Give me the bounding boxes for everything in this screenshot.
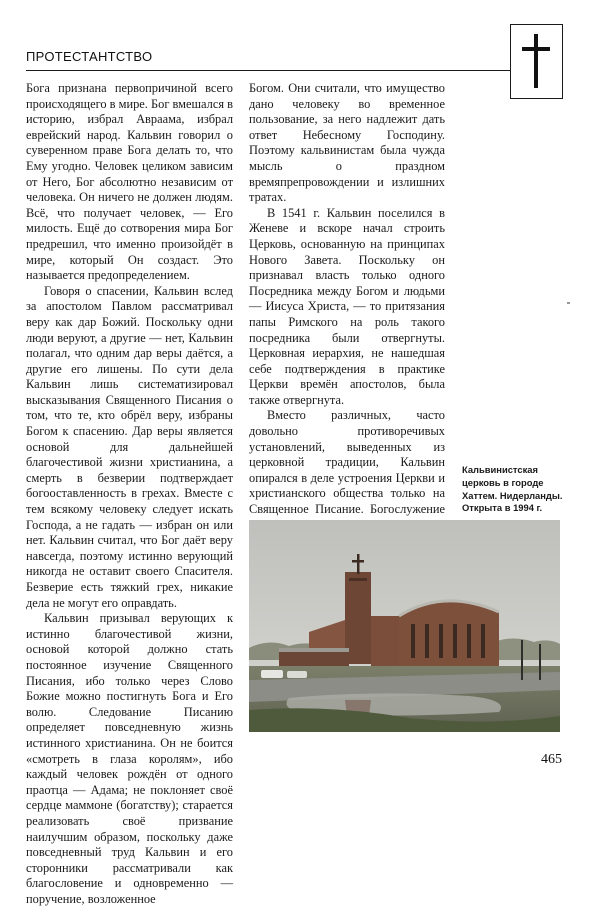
- text-column-left: [26, 81, 233, 907]
- church-photo: [249, 520, 560, 732]
- margin-mark: [567, 302, 570, 304]
- running-header-title: ПРОТЕСТАНТСТВО: [26, 49, 153, 64]
- cross-horizontal-bar: [522, 47, 550, 51]
- paragraph: Кальвин призывал верующих к истинно благочестивой жизни, основой которой должно стать постоянное изучение Священного Писания, ибо только через Слово Божие можно постигнуть Бога и Его волю. Следование Писанию определяет повседневную жизнь истинного христианина. Он не боится «смотреть в глаза королям», ибо каждый человек рождён от одного праотца — Адама; не поклоняет своё сердце маммоне (богатству); старается реализовать своё призвание наилучшим образом, поскольку даже повседневный труд Кальвин и его сторонники рассматривали как благословение и одновременно — поручение, возложенное: [26, 611, 233, 906]
- header-rule: [26, 70, 510, 71]
- paragraph: Бога признана первопричиной всего происходящего в мире. Бог вмешался в историю, избрал Авраама, избрал еврейский народ. Кальвин говорил о суверенном праве Бога делать то, что Ему угодно. Человек целиком зависим от Него, Бог абсолютно независим от человека. Он ничего не должен людям. Всё, что получает человек, — Его милость. Ещё до сотворения мира Бог предрешил, что именно произойдёт в мире, который Он создаст. Это называется предопределением.: [26, 81, 233, 283]
- photo-caption: Кальвинистская церковь в городе Хаттем. Нидерланды. Открыта в 1994 г.: [462, 464, 563, 514]
- paragraph: Говоря о спасении, Кальвин вслед за апостолом Павлом рассматривал веру как дар Божий. Поскольку одни люди веруют, а другие — нет, Кальвин полагал, что одним дар веры даётся, а другие его лишены. По сути дела Кальвин лишь систематизировал высказывания Священного Писания о том, что те, кто обрёл веру, избраны Богом к спасению. Дар веры является основой для дальнейшей благочестивой жизни христианина, а смерть в безверии подтверждает богооставленность в грехах. Вместе с тем всякому человеку следует искать Господа, а не гадать — избран он или нет. Кальвин считал, что Бог даёт веру навсегда, поэтому истинно верующий никогда не оставит своего Спасителя. Безверие есть тяжкий грех, никакие дела не могут его оправдать.: [26, 283, 233, 610]
- page-number: 465: [541, 752, 562, 767]
- paragraph: Богом. Они считали, что имущество дано человеку во временное пользование, за него надлежит дать ответ Небесному Господину. Поэтому кальвинистам была чужда мысль о праздном времяпрепровождении и излишних тратах.: [249, 81, 445, 205]
- cross-icon: [510, 24, 563, 99]
- cross-vertical-bar: [534, 34, 538, 88]
- paragraph: В 1541 г. Кальвин поселился в Женеве и вскоре начал строить Церковь, основанную на принципах Нового Завета. Поскольку он признавал власть только одного Посредника между Богом и людьми — Иисуса Христа, — то притязания папы Римского на роль такого посредника были отвергнуты. Церковная иерархия, не нашедшая себе подтверждения в практике Церкви времён апостолов, была также отвергнута.: [249, 205, 445, 407]
- paragraph: Вместо различных, часто довольно противоречивых установлений, выведенных из церковной традиции, Кальвин опирался в деле устроения Церкви и христианского общества только на Священное Писание. Богослужение: [249, 408, 445, 517]
